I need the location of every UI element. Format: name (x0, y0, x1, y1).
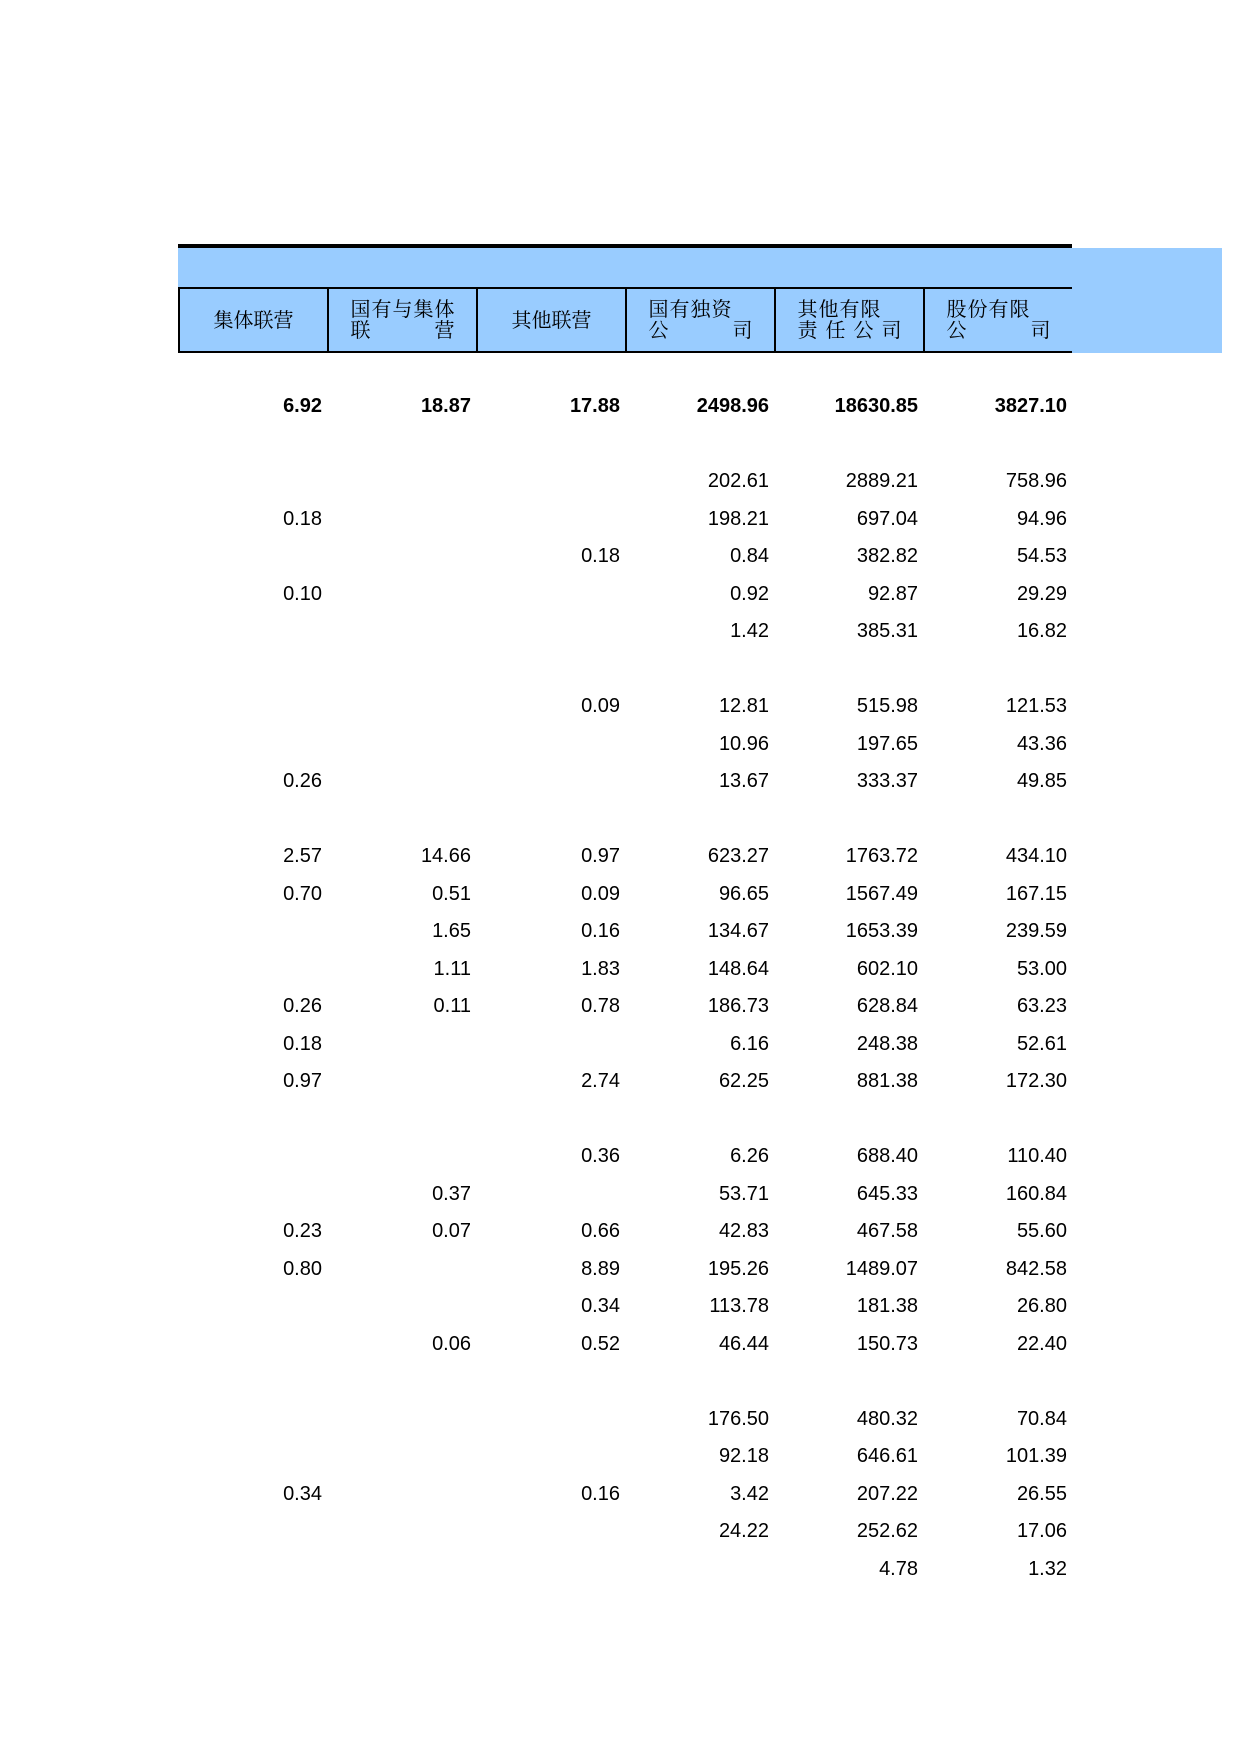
table-cell (327, 466, 476, 496)
col-header-label-line1: 股份有限 (946, 297, 1031, 321)
table-cell (178, 916, 327, 946)
table-cell: 0.16 (581, 1483, 620, 1505)
table-cell: 0.36 (581, 1145, 620, 1167)
table-cell: 14.66 (420, 845, 471, 867)
table-cell (327, 1291, 476, 1321)
table-cell: 0.52 (581, 1333, 620, 1355)
table-cell: 18630.85 (834, 395, 918, 417)
table-cell (476, 1554, 625, 1584)
table-cell: 195.26 (707, 1258, 769, 1280)
table-cell (327, 504, 476, 534)
table-cell (327, 1441, 476, 1471)
table-cell: 0.70 (283, 883, 322, 905)
table-cell: 202.61 (707, 470, 769, 492)
table-cell: 2.57 (283, 845, 322, 867)
table-row (178, 841, 1072, 871)
table-cell: 881.38 (856, 1070, 918, 1092)
table-row (178, 1516, 1072, 1546)
table-cell (476, 729, 625, 759)
table-cell: 10.96 (718, 733, 769, 755)
table-cell: 0.66 (581, 1220, 620, 1242)
table-cell: 252.62 (856, 1520, 918, 1542)
table-cell: 53.00 (1016, 958, 1067, 980)
table-cell: 160.84 (1005, 1183, 1067, 1205)
table-cell: 602.10 (856, 958, 918, 980)
table-row (178, 504, 1072, 534)
table-cell: 12.81 (718, 695, 769, 717)
table-cell (476, 466, 625, 496)
table-cell: 8.89 (581, 1258, 620, 1280)
table-cell: 0.84 (730, 545, 769, 567)
table-cell: 54.53 (1016, 545, 1067, 567)
table-row (178, 1254, 1072, 1284)
col-header-label-line1: 国有与集体 (350, 297, 456, 321)
col-header-other-joint (476, 287, 625, 353)
table-cell: 207.22 (856, 1483, 918, 1505)
table-cell (327, 1029, 476, 1059)
col-header-label-line2: 公司 (648, 318, 753, 342)
table-cell (327, 1404, 476, 1434)
table-cell: 0.23 (283, 1220, 322, 1242)
table-cell: 24.22 (718, 1520, 769, 1542)
table-cell (476, 616, 625, 646)
table-cell (327, 1479, 476, 1509)
table-row (178, 1179, 1072, 1209)
table-cell: 43.36 (1016, 733, 1067, 755)
table-cell: 110.40 (1007, 1145, 1067, 1167)
table-cell: 6.26 (730, 1145, 769, 1167)
table-cell: 0.97 (581, 845, 620, 867)
table-cell: 434.10 (1005, 845, 1067, 867)
table-cell: 181.38 (856, 1295, 918, 1317)
table-cell: 1.11 (433, 958, 471, 980)
table-row (178, 954, 1072, 984)
table-cell (625, 1554, 774, 1584)
col-header-other-limited-liability (774, 287, 923, 353)
table-cell: 197.65 (856, 733, 918, 755)
col-header-label: 其他联营 (511, 307, 592, 332)
table-row (178, 579, 1072, 609)
table-cell (476, 579, 625, 609)
table-cell (327, 616, 476, 646)
table-cell (327, 729, 476, 759)
table-cell: 22.40 (1016, 1333, 1067, 1355)
table-cell (327, 1254, 476, 1284)
table-cell (178, 1516, 327, 1546)
col-header-label-line1: 国有独资 (648, 297, 733, 321)
table-cell: 1653.39 (845, 920, 918, 942)
table-row (178, 616, 1072, 646)
table-cell: 688.40 (856, 1145, 918, 1167)
table-cell: 3827.10 (994, 395, 1067, 417)
table-row (178, 766, 1072, 796)
table-cell (178, 1404, 327, 1434)
table-cell: 385.31 (856, 620, 918, 642)
table-cell: 248.38 (856, 1033, 918, 1055)
table-cell: 1763.72 (845, 845, 918, 867)
table-cell: 382.82 (856, 545, 918, 567)
table-cell: 0.18 (283, 1033, 322, 1055)
table-cell: 645.33 (856, 1183, 918, 1205)
table-row (178, 1404, 1072, 1434)
table-cell (178, 1141, 327, 1171)
table-row (178, 916, 1072, 946)
table-row (178, 1554, 1072, 1584)
table-cell: 758.96 (1005, 470, 1067, 492)
table-row (178, 1141, 1072, 1171)
table-cell (178, 616, 327, 646)
table-cell: 1489.07 (845, 1258, 918, 1280)
table-cell (178, 1291, 327, 1321)
table-cell (476, 504, 625, 534)
table-cell: 0.80 (283, 1258, 322, 1280)
col-header-shareholding (923, 287, 1072, 353)
table-cell: 16.82 (1016, 620, 1067, 642)
table-cell (476, 1404, 625, 1434)
table-cell (178, 691, 327, 721)
table-cell: 0.34 (283, 1483, 322, 1505)
table-cell: 0.06 (432, 1333, 471, 1355)
table-cell: 52.61 (1016, 1033, 1067, 1055)
table-cell (327, 1066, 476, 1096)
table-cell (178, 729, 327, 759)
table-cell: 53.71 (718, 1183, 769, 1205)
table-row (178, 879, 1072, 909)
table-cell: 148.64 (707, 958, 769, 980)
table-cell: 176.50 (707, 1408, 769, 1430)
table-cell: 239.59 (1005, 920, 1067, 942)
table-cell: 0.37 (432, 1183, 471, 1205)
table-cell: 0.09 (581, 695, 620, 717)
table-cell: 3.42 (730, 1483, 769, 1505)
table-cell: 0.18 (581, 545, 620, 567)
table-cell: 0.51 (432, 883, 471, 905)
col-header-label-line2: 公司 (946, 318, 1051, 342)
table-cell: 17.06 (1016, 1520, 1067, 1542)
table-row (178, 1329, 1072, 1359)
table-cell: 6.16 (730, 1033, 769, 1055)
table-cell (327, 766, 476, 796)
table-cell: 1.65 (432, 920, 471, 942)
table-cell (178, 1554, 327, 1584)
table-cell: 26.55 (1016, 1483, 1067, 1505)
table-cell: 101.39 (1005, 1445, 1067, 1467)
table-cell: 0.26 (283, 995, 322, 1017)
table-row (178, 541, 1072, 571)
table-cell: 172.30 (1005, 1070, 1067, 1092)
table-cell: 333.37 (856, 770, 918, 792)
table-cell: 2.74 (581, 1070, 620, 1092)
table-cell (178, 1441, 327, 1471)
table-cell: 2889.21 (845, 470, 918, 492)
table-cell (476, 1179, 625, 1209)
table-cell: 94.96 (1016, 508, 1067, 530)
table-cell: 842.58 (1005, 1258, 1067, 1280)
table-cell: 6.92 (283, 395, 322, 417)
table-cell: 113.78 (709, 1295, 769, 1317)
table-cell: 1.83 (581, 958, 620, 980)
table-cell (476, 766, 625, 796)
table-cell (178, 1179, 327, 1209)
table-cell (327, 1516, 476, 1546)
table-cell: 17.88 (569, 395, 620, 417)
table-row (178, 1291, 1072, 1321)
table-cell: 0.92 (730, 583, 769, 605)
table-cell: 480.32 (856, 1408, 918, 1430)
col-header-collective-joint (178, 287, 327, 353)
table-cell: 0.18 (283, 508, 322, 530)
table-cell: 4.78 (879, 1558, 918, 1580)
table-cell: 46.44 (718, 1333, 769, 1355)
table-cell (178, 954, 327, 984)
table-cell (327, 579, 476, 609)
table-row (178, 1441, 1072, 1471)
table-cell: 0.11 (433, 995, 471, 1017)
table-cell: 0.34 (581, 1295, 620, 1317)
table-cell: 55.60 (1016, 1220, 1067, 1242)
table-cell: 0.07 (432, 1220, 471, 1242)
table-cell: 0.09 (581, 883, 620, 905)
table-row (178, 991, 1072, 1021)
table-cell: 0.10 (283, 583, 322, 605)
table-cell: 628.84 (856, 995, 918, 1017)
table-cell: 70.84 (1016, 1408, 1067, 1430)
table-cell: 515.98 (856, 695, 918, 717)
table-cell (327, 691, 476, 721)
table-cell (476, 1441, 625, 1471)
table-cell (178, 1329, 327, 1359)
table-cell: 1.42 (730, 620, 769, 642)
table-cell: 198.21 (707, 508, 769, 530)
table-row (178, 1479, 1072, 1509)
table-cell (476, 1029, 625, 1059)
table-cell: 13.67 (718, 770, 769, 792)
table-cell: 18.87 (420, 395, 471, 417)
col-header-wholly-state-owned (625, 287, 774, 353)
table-cell (476, 1516, 625, 1546)
table-cell: 29.29 (1016, 583, 1067, 605)
col-header-label-line2: 责任公司 (797, 318, 902, 342)
table-cell: 2498.96 (696, 395, 769, 417)
table-cell: 646.61 (856, 1445, 918, 1467)
table-cell (327, 1554, 476, 1584)
table-cell: 467.58 (856, 1220, 918, 1242)
table-cell: 167.15 (1005, 883, 1067, 905)
table-cell: 121.53 (1005, 695, 1067, 717)
table-cell: 0.16 (581, 920, 620, 942)
table-cell (327, 1141, 476, 1171)
table-cell: 1567.49 (845, 883, 918, 905)
table-cell: 96.65 (718, 883, 769, 905)
table-cell: 0.78 (581, 995, 620, 1017)
table-row (178, 1216, 1072, 1246)
table-cell: 697.04 (856, 508, 918, 530)
col-header-state-collective-joint (327, 287, 476, 353)
column-header-row (178, 287, 1072, 353)
col-header-label: 集体联营 (213, 307, 294, 332)
table-row (178, 691, 1072, 721)
table-cell: 92.87 (867, 583, 918, 605)
total-row (178, 391, 1072, 421)
col-header-label-line2: 联营 (350, 318, 455, 342)
table-cell: 1.32 (1028, 1558, 1067, 1580)
table-cell: 92.18 (718, 1445, 769, 1467)
table-cell: 150.73 (856, 1333, 918, 1355)
table-row (178, 1029, 1072, 1059)
table-cell: 26.80 (1016, 1295, 1067, 1317)
table-cell: 186.73 (707, 995, 769, 1017)
table-cell: 0.26 (283, 770, 322, 792)
col-header-label-line1: 其他有限 (797, 297, 882, 321)
table-cell: 134.67 (707, 920, 769, 942)
table-cell: 63.23 (1016, 995, 1067, 1017)
table-row (178, 729, 1072, 759)
table-cell (178, 466, 327, 496)
table-row (178, 466, 1072, 496)
table-cell (327, 541, 476, 571)
table-cell: 49.85 (1016, 770, 1067, 792)
table-cell: 42.83 (718, 1220, 769, 1242)
table-cell (178, 541, 327, 571)
table-row (178, 1066, 1072, 1096)
table-cell: 0.97 (283, 1070, 322, 1092)
table-cell: 62.25 (718, 1070, 769, 1092)
table-cell: 623.27 (707, 845, 769, 867)
